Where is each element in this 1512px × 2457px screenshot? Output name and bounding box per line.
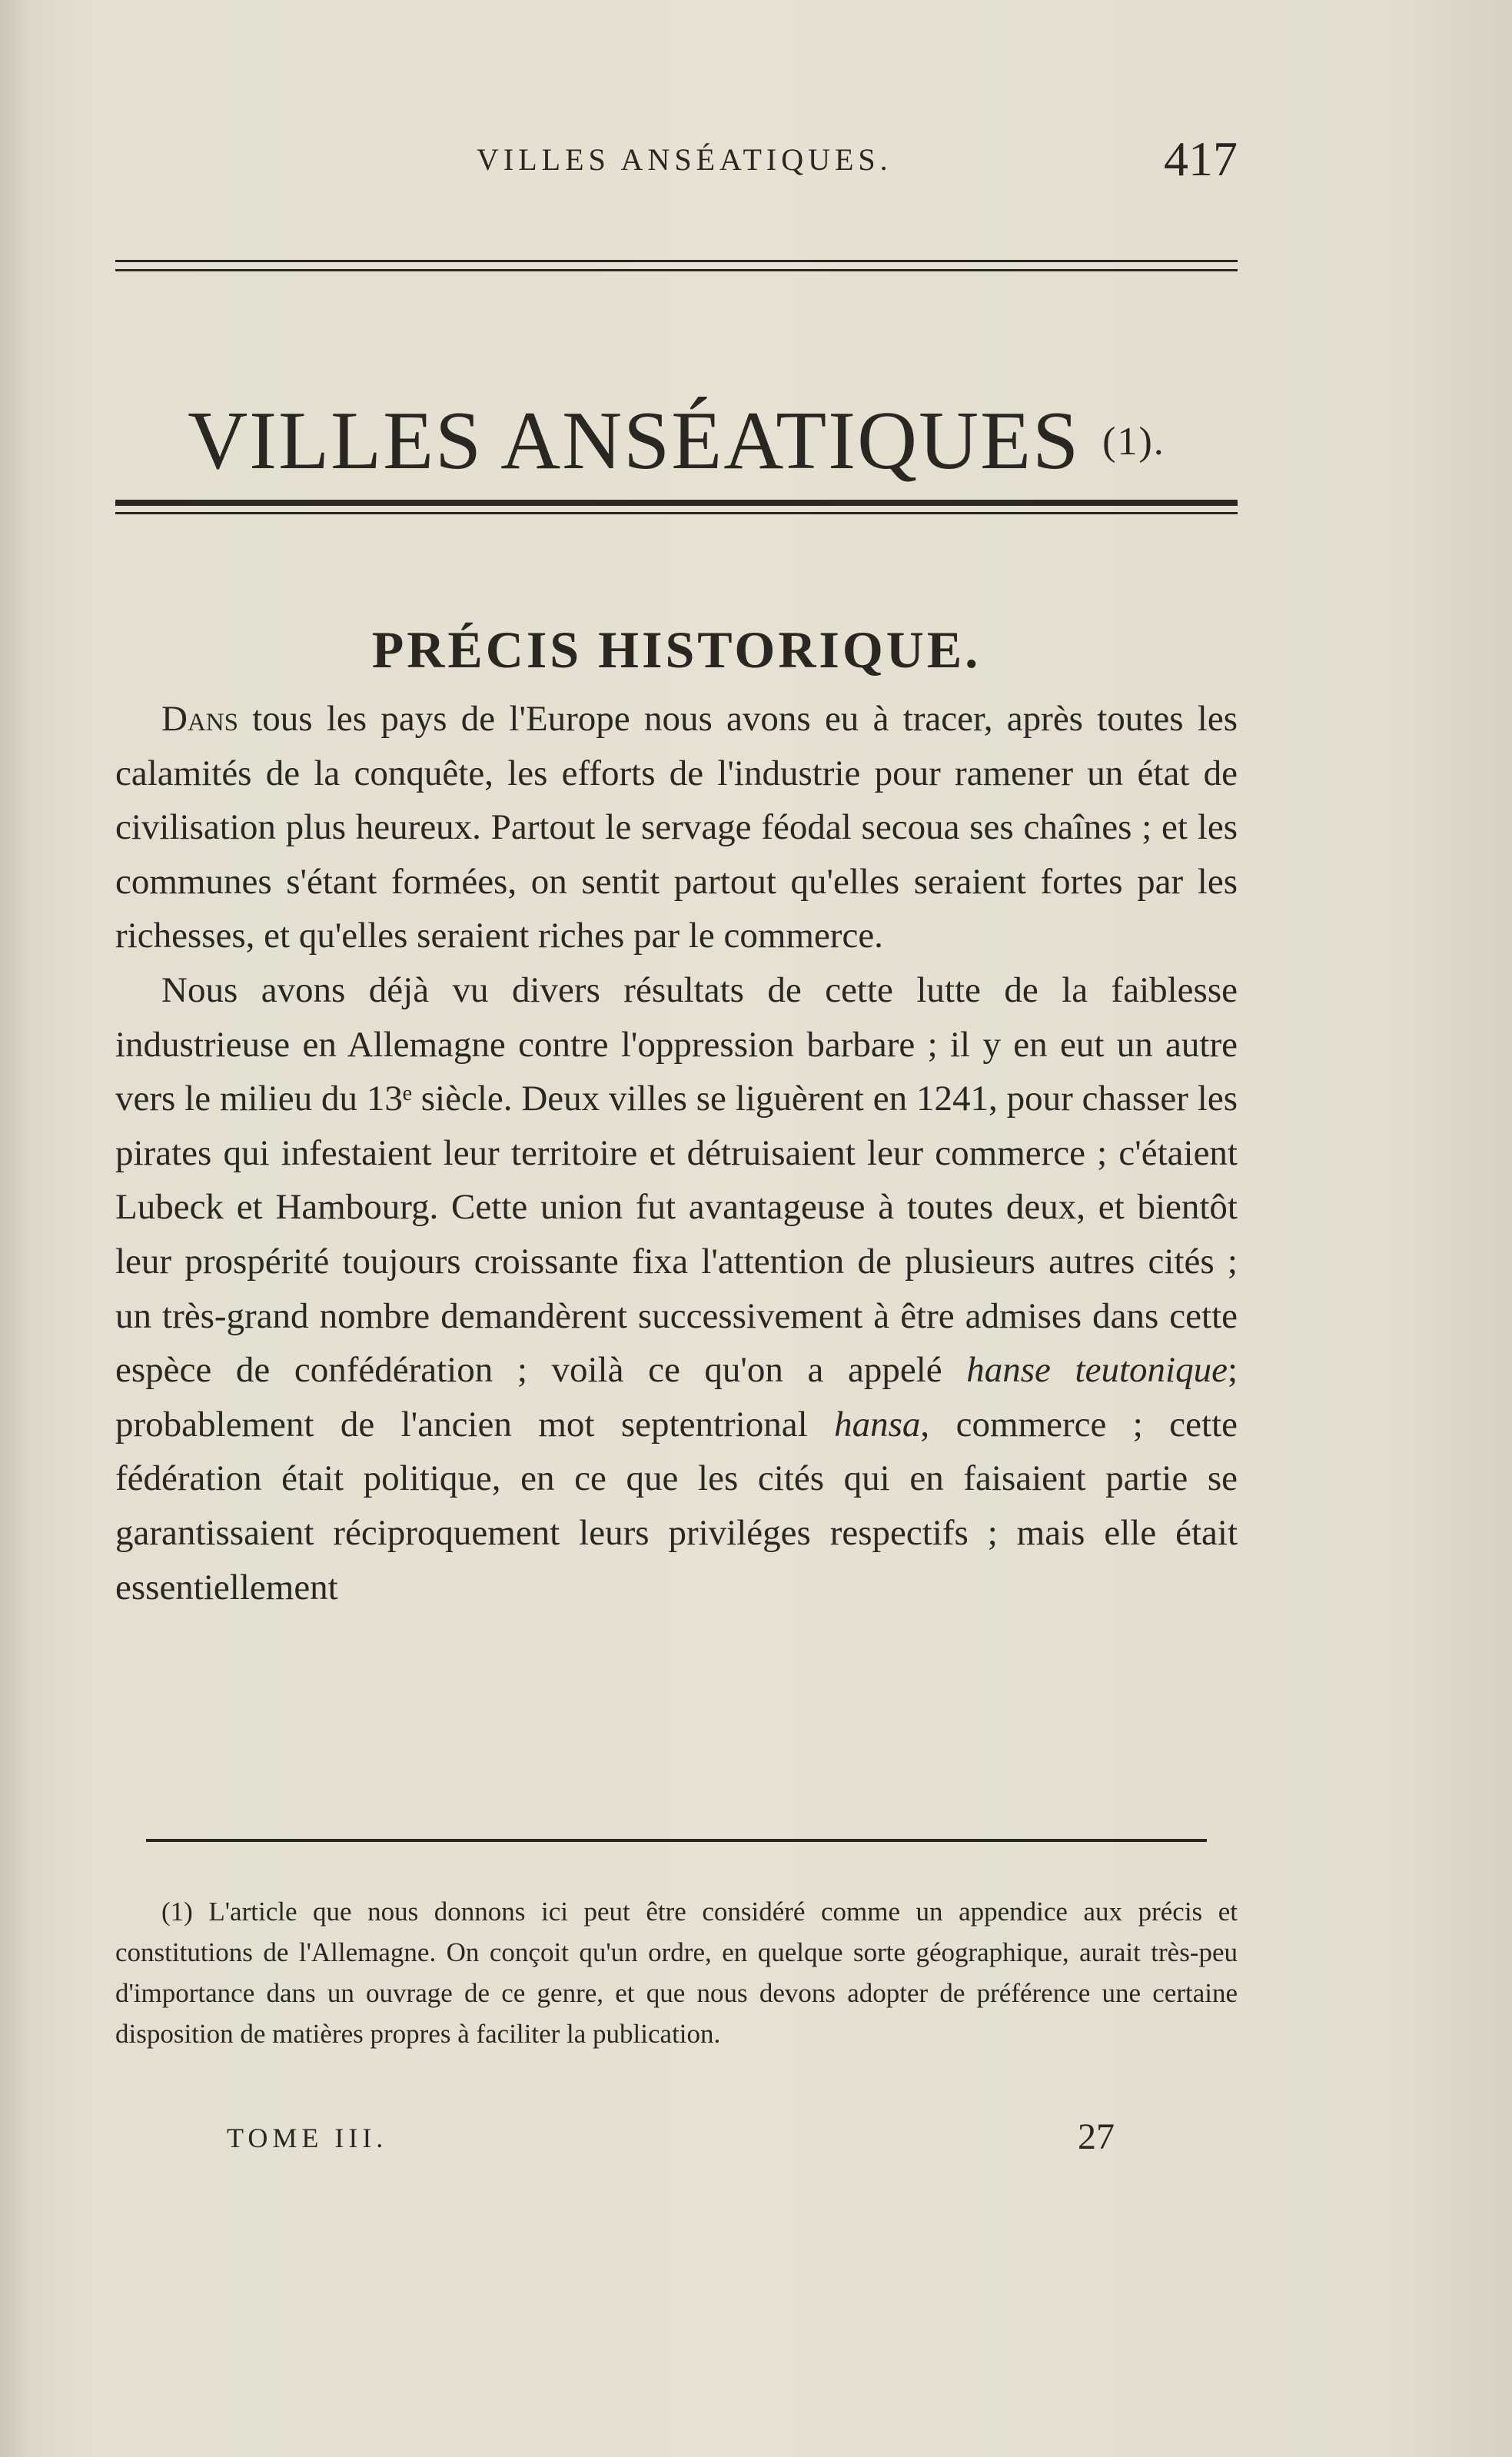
footnote: [115, 1891, 1238, 2054]
running-title: VILLES ANSÉATIQUES.: [477, 142, 892, 177]
chapter-title-text: VILLES ANSÉATIQUES: [188, 395, 1081, 487]
title-rule-thick: [115, 500, 1238, 506]
paragraph-1: [115, 692, 1238, 963]
term-hansa: hansa: [834, 1404, 921, 1445]
chapter-title: [115, 394, 1238, 489]
paragraph-2-text: Nous avons déjà vu divers résultats de cette lutte de la faiblesse industrieuse en Allemagne contre l'oppression barbare ; il y en eut un autre vers le milieu du 13ᵉ siècle. Deux villes se liguèrent en 1241, pour chasser les pirates qui infestaient leur territoire et détruisaient leur commerce ; c'étaient Lubeck et Hambourg. Cette union fut avantageuse à toutes deux, et bientôt leur prospérité toujours croissante fixa l'attention de plusieurs autres cités ; un très-grand nombre demandèrent successivement à être admises dans cette espèce de confédération ; voilà ce qu'on a appelé: [115, 969, 1238, 1391]
header-rule-bottom: [115, 269, 1238, 271]
title-rule-thin: [115, 512, 1238, 514]
page-gutter-shadow: [0, 0, 31, 2457]
section-title: PRÉCIS HISTORIQUE.: [371, 620, 982, 680]
running-head: [115, 131, 1238, 186]
dropcap-word: Dans: [161, 699, 238, 739]
footnote-rule: [146, 1839, 1207, 1842]
sheet-number: 27: [1078, 2116, 1115, 2157]
paragraph-2-end: , commerce ; cette fédération était politique, en ce que les cités qui en faisaient partie se garantissaient réciproquement leurs priviléges respectifs ; mais elle était essentiellement: [115, 1404, 1238, 1608]
signature-line: [115, 2116, 1115, 2168]
header-rule-top: [115, 260, 1238, 262]
footnote-text: (1) L'article que nous donnons ici peut être considéré comme un appendice aux précis et constitutions de l'Allemagne. On conçoit qu'un ordre, en quelque sorte géographique, aurait très-peu d'importance dans un ouvrage de ce genre, et que nous devons adopter de préférence une certaine disposition de matières propres à faciliter la publication.: [115, 1897, 1238, 2049]
footnote-reference: (1).: [1102, 420, 1165, 464]
tome-label: TOME III.: [227, 2123, 388, 2153]
page-number: 417: [1164, 131, 1238, 186]
paragraph-2-mid: ; probablement de l'ancien mot septentrional: [115, 1350, 1238, 1445]
term-hanse-teutonique: hanse teutonique: [966, 1350, 1228, 1391]
paragraph-1-text: tous les pays de l'Europe nous avons eu à tracer, après toutes les calamités de la conquête, les efforts de l'industrie pour ramener un état de civilisation plus heureux. Partout le servage féodal secoua ses chaînes ; et les communes s'étant formées, on sentit partout qu'elles seraient fortes par les richesses, et qu'elles seraient riches par le commerce.: [115, 699, 1238, 956]
body-text: [115, 692, 1238, 1614]
paragraph-2: [115, 963, 1238, 1614]
